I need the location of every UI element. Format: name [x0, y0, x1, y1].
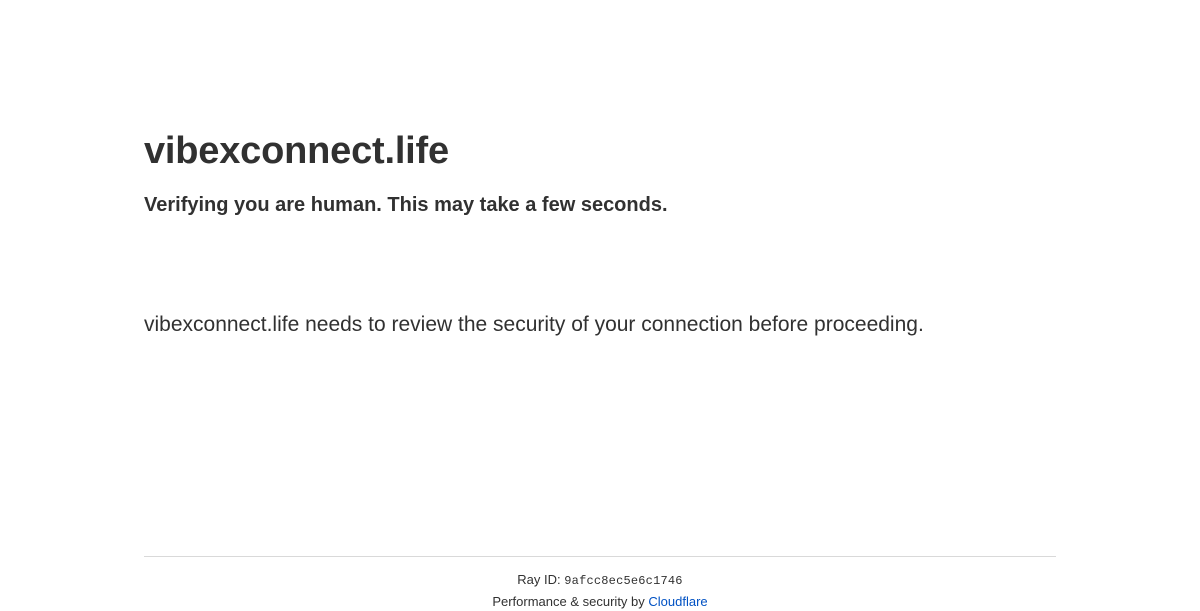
ray-id-label: Ray ID: [517, 572, 561, 587]
performance-credit-line [144, 593, 1056, 611]
ray-id-line [144, 571, 1056, 590]
turnstile-widget-placeholder[interactable] [144, 219, 1056, 307]
performance-credit-prefix: Performance & security by [492, 593, 645, 609]
challenge-content [144, 0, 1056, 343]
cloudflare-link[interactable]: Cloudflare [648, 593, 708, 609]
ray-id-value: 9afcc8ec5e6c1746 [564, 574, 683, 588]
page-title: vibexconnect.life [144, 130, 449, 172]
challenge-explanation-text: vibexconnect.life needs to review the security of your connection before proceeding. [144, 312, 924, 336]
page-footer [144, 556, 1056, 611]
verification-status-heading: Verifying you are human. This may take a few seconds. [144, 193, 668, 216]
